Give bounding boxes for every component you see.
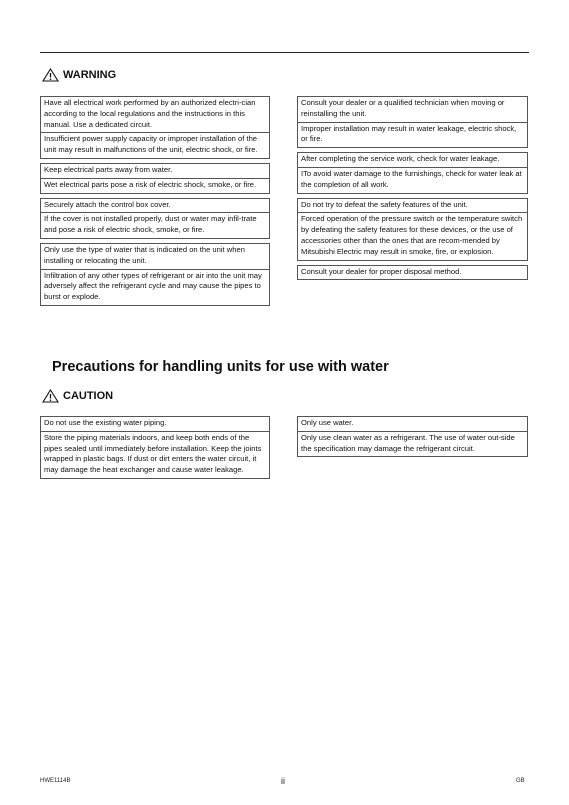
warning-box — [40, 163, 270, 194]
warning-heading-label: WARNING — [63, 69, 117, 81]
warning-box — [297, 198, 528, 261]
warning-heading — [42, 68, 116, 82]
consequence-text: Insufficient power supply capacity or improper installation of the unit may result in malfunctions of the unit, electric shock, or fire. — [41, 132, 269, 158]
caution-left-column — [40, 416, 270, 483]
top-rule — [40, 52, 529, 53]
warning-box — [297, 265, 528, 281]
caution-right-column — [297, 416, 528, 461]
instruction-text: Do not use the existing water piping. — [44, 418, 167, 427]
instruction-text: Securely attach the control box cover. — [44, 199, 171, 209]
consequence-text: Wet electrical parts pose a risk of electric shock, smoke, or fire. — [41, 178, 269, 193]
warning-box — [297, 96, 528, 148]
instruction-text: Consult your dealer for proper disposal method. — [301, 266, 462, 276]
warning-box — [297, 152, 528, 193]
consequence-text: Only use clean water as a refrigerant. The use of water out-side the specification may damage the refrigerant circuit. — [298, 431, 527, 457]
instruction-text: Do not try to defeat the safety features of the unit. — [301, 199, 468, 209]
consequence-text: Forced operation of the pressure switch or the temperature switch by defeating the safety features for these devices, or the use of accessories other than the ones that are recom-mended by Mitsubishi Electric may result in smoke, fire, or explosion. — [298, 212, 527, 259]
instruction-text: Have all electrical work performed by an authorized electri-cian according to the local regulations and the instructions in this manual. Use a dedicated circuit. — [44, 98, 256, 129]
instruction-text: Only use water. — [301, 418, 354, 427]
caution-box — [297, 416, 528, 457]
warning-left-column — [40, 96, 270, 310]
consequence-text: Improper installation may result in water leakage, electric shock, or fire. — [298, 122, 527, 148]
warning-box — [40, 198, 270, 239]
instruction-text: After completing the service work, check for water leakage. — [301, 154, 500, 164]
instruction-text: Consult your dealer or a qualified technician when moving or reinstalling the unit. — [301, 98, 505, 118]
caution-heading-label: CAUTION — [63, 390, 114, 402]
consequence-text: Infiltration of any other types of refrigerant or air into the unit may adversely affect the refrigerant cycle and may cause the pipes to burst or explode. — [41, 269, 269, 305]
consequence-text: ITo avoid water damage to the furnishings, check for water leak at the completion of all work. — [298, 167, 527, 193]
footer-doc-code: HWE1114B — [40, 778, 71, 784]
warning-box — [40, 243, 270, 306]
consequence-text: If the cover is not installed properly, dust or water may infil-trate and pose a risk of electric shock, smoke, or fire. — [41, 212, 269, 238]
instruction-text: Only use the type of water that is indicated on the unit when installing or relocating the unit. — [44, 244, 245, 265]
footer-language: GB — [516, 778, 525, 784]
warning-box — [40, 96, 270, 159]
section-title: Precautions for handling units for use with water — [52, 359, 389, 375]
warning-right-column — [297, 96, 528, 284]
warning-triangle-icon — [42, 68, 59, 82]
consequence-text: Store the piping materials indoors, and keep both ends of the pipes sealed until immediately before installation. Keep the joints wrapped in plastic bags. If dust or dirt enters the water circuit, it may damage the heat exchanger and cause water leakage. — [41, 431, 269, 478]
caution-box — [40, 416, 270, 479]
instruction-text: Keep electrical parts away from water. — [44, 164, 173, 174]
caution-heading — [42, 389, 113, 403]
caution-triangle-icon — [42, 389, 59, 403]
footer-page-number: ii — [281, 776, 285, 786]
